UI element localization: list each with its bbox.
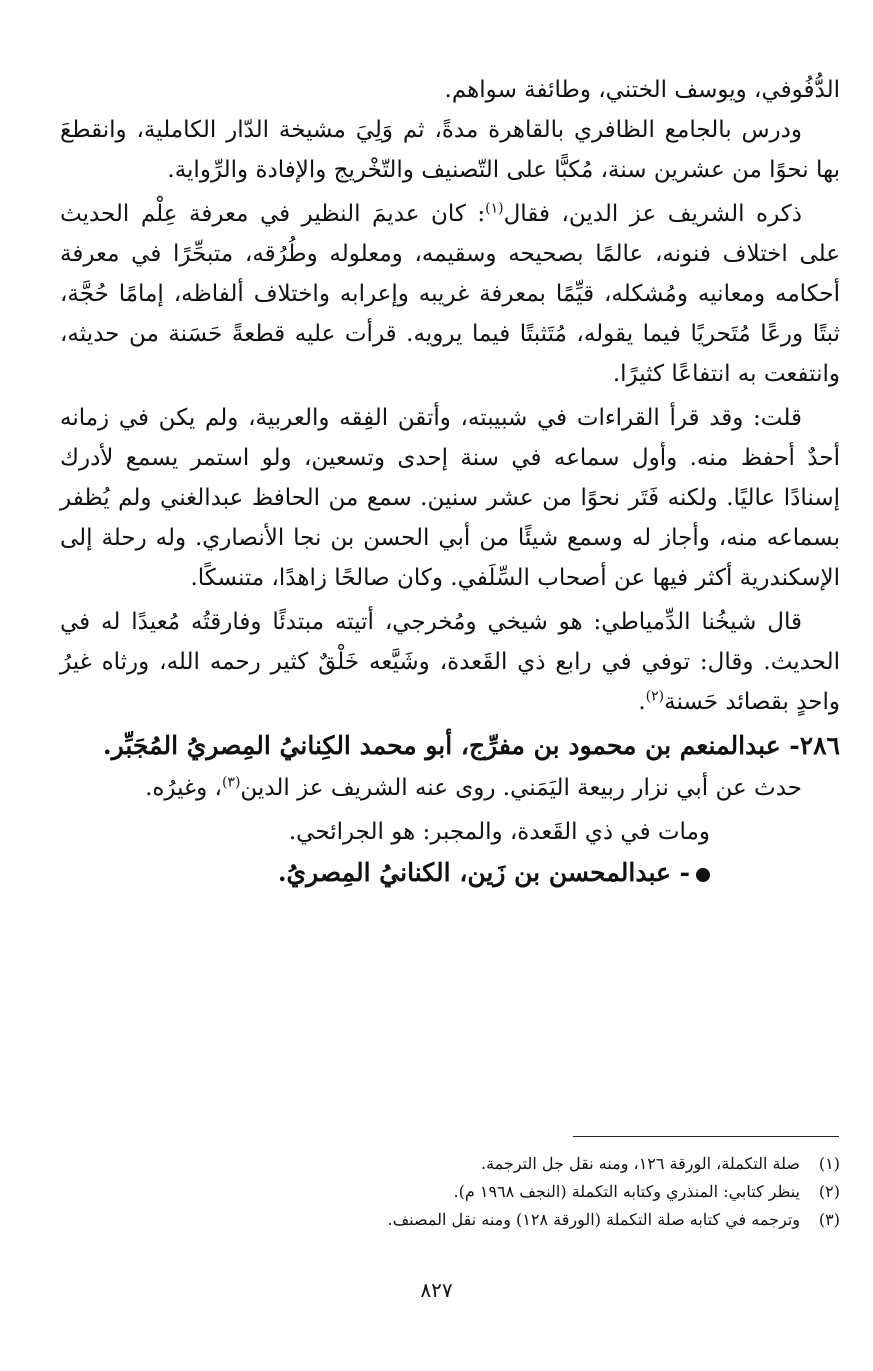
- footnote-ref-3: (٣): [221, 774, 241, 791]
- paragraph-4: قلت: وقد قرأ القراءات في شبيبته، وأتقن الفِقه والعربية، ولم يكن في زمانه أحدٌ أحفظ منه. وأول سماعه في سنة إحدى وتسعين، ولو استمر يسمع لأدرك إسنادًا عاليًا. ولكنه فَتَر نحوًا من عشر سنين. سمع من الحافظ عبدالغني ولم يُظفر بسماعه منه، وأجاز له وسمع شيئًا من أبي الحسن بن نجا الأنصاري. وله رحلة إلى الإسكندرية أكثر فيها عن أصحاب السِّلَفي. وكان صالحًا زاهدًا، متنسكًا.: [60, 405, 840, 591]
- footnote-number: (٣): [818, 1210, 840, 1229]
- footnote-1: [60, 1150, 840, 1178]
- page-number: ٨٢٧: [420, 1278, 453, 1302]
- footnote-text: ينظر كتابي: المنذري وكتابه التكملة (النجف ١٩٦٨ م).: [453, 1182, 800, 1201]
- footnote-ref-2: (٢): [645, 688, 665, 705]
- paragraph-3-start: ذكره الشريف عز الدين، فقال: [503, 201, 802, 227]
- bullet-icon: [696, 868, 710, 882]
- entry-heading-abdulmuhsin: [60, 852, 840, 894]
- footnotes: [60, 1150, 840, 1234]
- main-text: [60, 70, 840, 894]
- paragraph-1: الدُّفُوفي، ويوسف الختني، وطائفة سواهم.: [444, 77, 840, 103]
- footnote-2: [60, 1178, 840, 1206]
- paragraph-3-rest: : كان عديمَ النظير في معرفة عِلْم الحديث على اختلاف فنونه، عالمًا بصحيحه وسقيمه، ومعلوله وطُرُقه، متبحِّرًا في معرفة أحكامه ومعانيه ومُشكله، قيِّمًا بمعرفة غريبه وإعرابه واختلاف ألفاظه، إمامًا حُجَّة، ثبتًا ورعًا مُتَحريًا فيما يقوله، مُتَثبتًا فيما يرويه. قرأت عليه قطعةً حَسَنة من حديثه، وانتفعت به انتفاعًا كثيرًا.: [60, 201, 840, 387]
- paragraph-7: ومات في ذي القَعدة، والمجبر: هو الجرائحي.: [288, 819, 710, 845]
- paragraph-6-end: ، وغيرُه.: [145, 775, 222, 801]
- paragraph-3: [60, 194, 840, 394]
- footnote-ref-1: (١): [485, 200, 504, 217]
- footnote-text: صلة التكملة، الورقة ١٢٦، ومنه نقل جل الترجمة.: [481, 1154, 800, 1173]
- footnote-3: [60, 1206, 840, 1234]
- paragraph-5: [60, 602, 840, 722]
- footnote-separator: [573, 1136, 839, 1137]
- footnote-number: (٢): [818, 1182, 840, 1201]
- entry-heading-abdulmuhsin-text: - عبدالمحسن بن زَين، الكنانيُ المِصريُ.: [277, 858, 690, 887]
- paragraph-5-end: .: [638, 689, 646, 715]
- footnote-text: وترجمه في كتابه صلة التكملة (الورقة ١٢٨) ومنه نقل المصنف.: [387, 1210, 800, 1229]
- paragraph-6-start: حدث عن أبي نزار ربيعة اليَمَني. روى عنه الشريف عز الدين: [240, 775, 802, 801]
- paragraph-2: ودرس بالجامع الظافري بالقاهرة مدةً، ثم وَلِيَ مشيخة الدّار الكاملية، وانقطعَ بها نحوًا من عشرين سنة، مُكبًّا على التّصنيف والتّخْريج والإفادة والرِّواية.: [60, 117, 840, 183]
- footnote-number: (١): [818, 1154, 840, 1173]
- entry-heading-286: ٢٨٦- عبدالمنعم بن محمود بن مفرِّج، أبو محمد الكِنانيُ المِصريُ المُجَبِّر.: [102, 731, 840, 760]
- paragraph-6: [60, 768, 840, 808]
- paragraph-5-start: قال شيخُنا الدِّمياطي: هو شيخي ومُخرجي، أتيته مبتدئًا وفارقتُه مُعيدًا له في الحديث. وقال: توفي في رابع ذي القَعدة، وشَيَّعه خَلْقٌ كثير رحمه الله، ورثاه غيرُ واحدٍ بقصائد حَسنة: [60, 609, 840, 715]
